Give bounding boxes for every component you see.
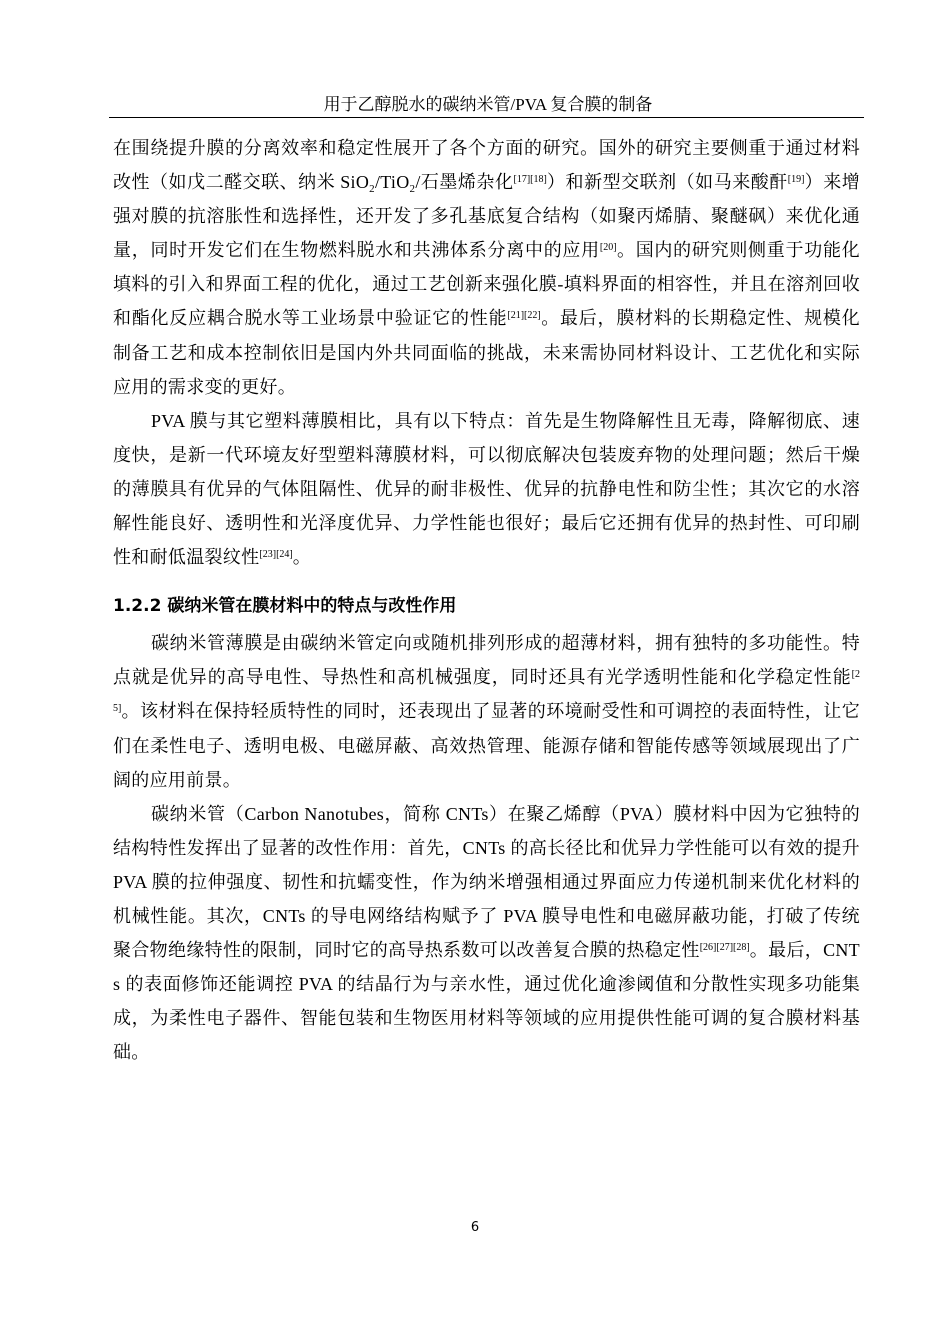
page-body [113, 131, 860, 1069]
subscript: 2 [369, 183, 375, 196]
text-run: 。该材料在保持轻质特性的同时，还表现出了显著的环境耐受性和可调控的表面特性，让它们在柔性电子、透明电极、电磁屏蔽、高效热管理、能源存储和智能传感等领域展现出了广阔的应用前景。 [113, 701, 860, 790]
text-run: 。最后，CNTs 的表面修饰还能调控 PVA 的结晶行为与亲水性，通过优化逾渗阈值和分散性实现多功能集成，为柔性电子器件、智能包装和生物医用材料等领域的应用提供性能可调的复合膜材料基础。 [113, 940, 860, 1063]
citation: [25] [113, 669, 860, 715]
text-run: /TiO [374, 172, 410, 193]
paragraph-pva-features [113, 404, 860, 574]
running-header: 用于乙醇脱水的碳纳米管/PVA 复合膜的制备 [323, 95, 653, 114]
citation: [21][22] [507, 310, 541, 322]
paragraph-research-overview [113, 131, 860, 404]
text-run: 碳纳米管薄膜是由碳纳米管定向或随机排列形成的超薄材料，拥有独特的多功能性。特点就是优异的高导电性、导热性和高机械强度，同时还具有光学透明性能和化学稳定性能 [113, 633, 860, 688]
citation: [19] [787, 174, 805, 186]
paragraph-cnt-films [113, 626, 860, 796]
text-run: ）和新型交联剂（如马来酸酐 [546, 172, 788, 193]
citation: [20] [599, 242, 617, 254]
text-run: /石墨烯杂化 [415, 172, 514, 193]
text-run: 碳纳米管（Carbon Nanotubes，简称 CNTs）在聚乙烯醇（PVA）膜材料中因为它独特的结构特性发挥出了显著的改性作用：首先，CNTs 的高长径比和优异力学性能可以有效的提升 PVA 膜的拉伸强度、韧性和抗蠕变性，作为纳米增强相通过界面应力传递机制来优化材料的机械性能。其次，CNTs 的导电网络结构赋予了 PVA 膜导电性和电磁屏蔽功能，打破了传统聚合物绝缘特性的限制，同时它的高导热系数可以改善复合膜的热稳定性 [113, 803, 860, 961]
page-number: 6 [470, 1220, 480, 1235]
text-run: 。 [292, 547, 312, 568]
subscript: 2 [409, 183, 416, 196]
section-heading: 1.2.2 碳纳米管在膜材料中的特点与改性作用 [113, 596, 457, 617]
text-run: PVA 膜与其它塑料薄膜相比，具有以下特点：首先是生物降解性且无毒，降解彻底、速度快，是新一代环境友好型塑料薄膜材料，可以彻底解决包装废弃物的处理问题；然后干燥的薄膜具有优异的气体阻隔性、优异的耐非极性、优异的抗静电性和防尘性；其次它的水溶解性能良好、透明性和光泽度优异、力学性能也很好；最后它还拥有优异的热封性、可印刷性和耐低温裂纹性 [113, 410, 860, 568]
text-run: 在围绕提升膜的分离效率和稳定性展开了各个方面的研究。国外的研究主要侧重于通过材料改性（如戊二醛交联、纳米 SiO [113, 138, 860, 193]
text-run: 。国内的研究则侧重于功能化填料的引入和界面工程的优化，通过工艺创新来强化膜-填料界面的相容性，并且在溶剂回收和酯化反应耦合脱水等工业场景中验证它的性能 [113, 240, 860, 329]
text-run: 。最后，膜材料的长期稳定性、规模化制备工艺和成本控制依旧是国内外共同面临的挑战，未来需协同材料设计、工艺优化和实际应用的需求变的更好。 [113, 308, 860, 397]
citation: [17][18] [513, 174, 547, 186]
header-rule [109, 117, 864, 118]
text-run: ）来增强对膜的抗溶胀性和选择性，还开发了多孔基底复合结构（如聚丙烯腈、聚醚砜）来优化通量，同时开发它们在生物燃料脱水和共沸体系分离中的应用 [113, 172, 861, 261]
paragraph-cnt-modification [113, 797, 860, 1070]
citation: [23][24] [259, 549, 293, 561]
citation: [26][27][28] [699, 942, 750, 954]
